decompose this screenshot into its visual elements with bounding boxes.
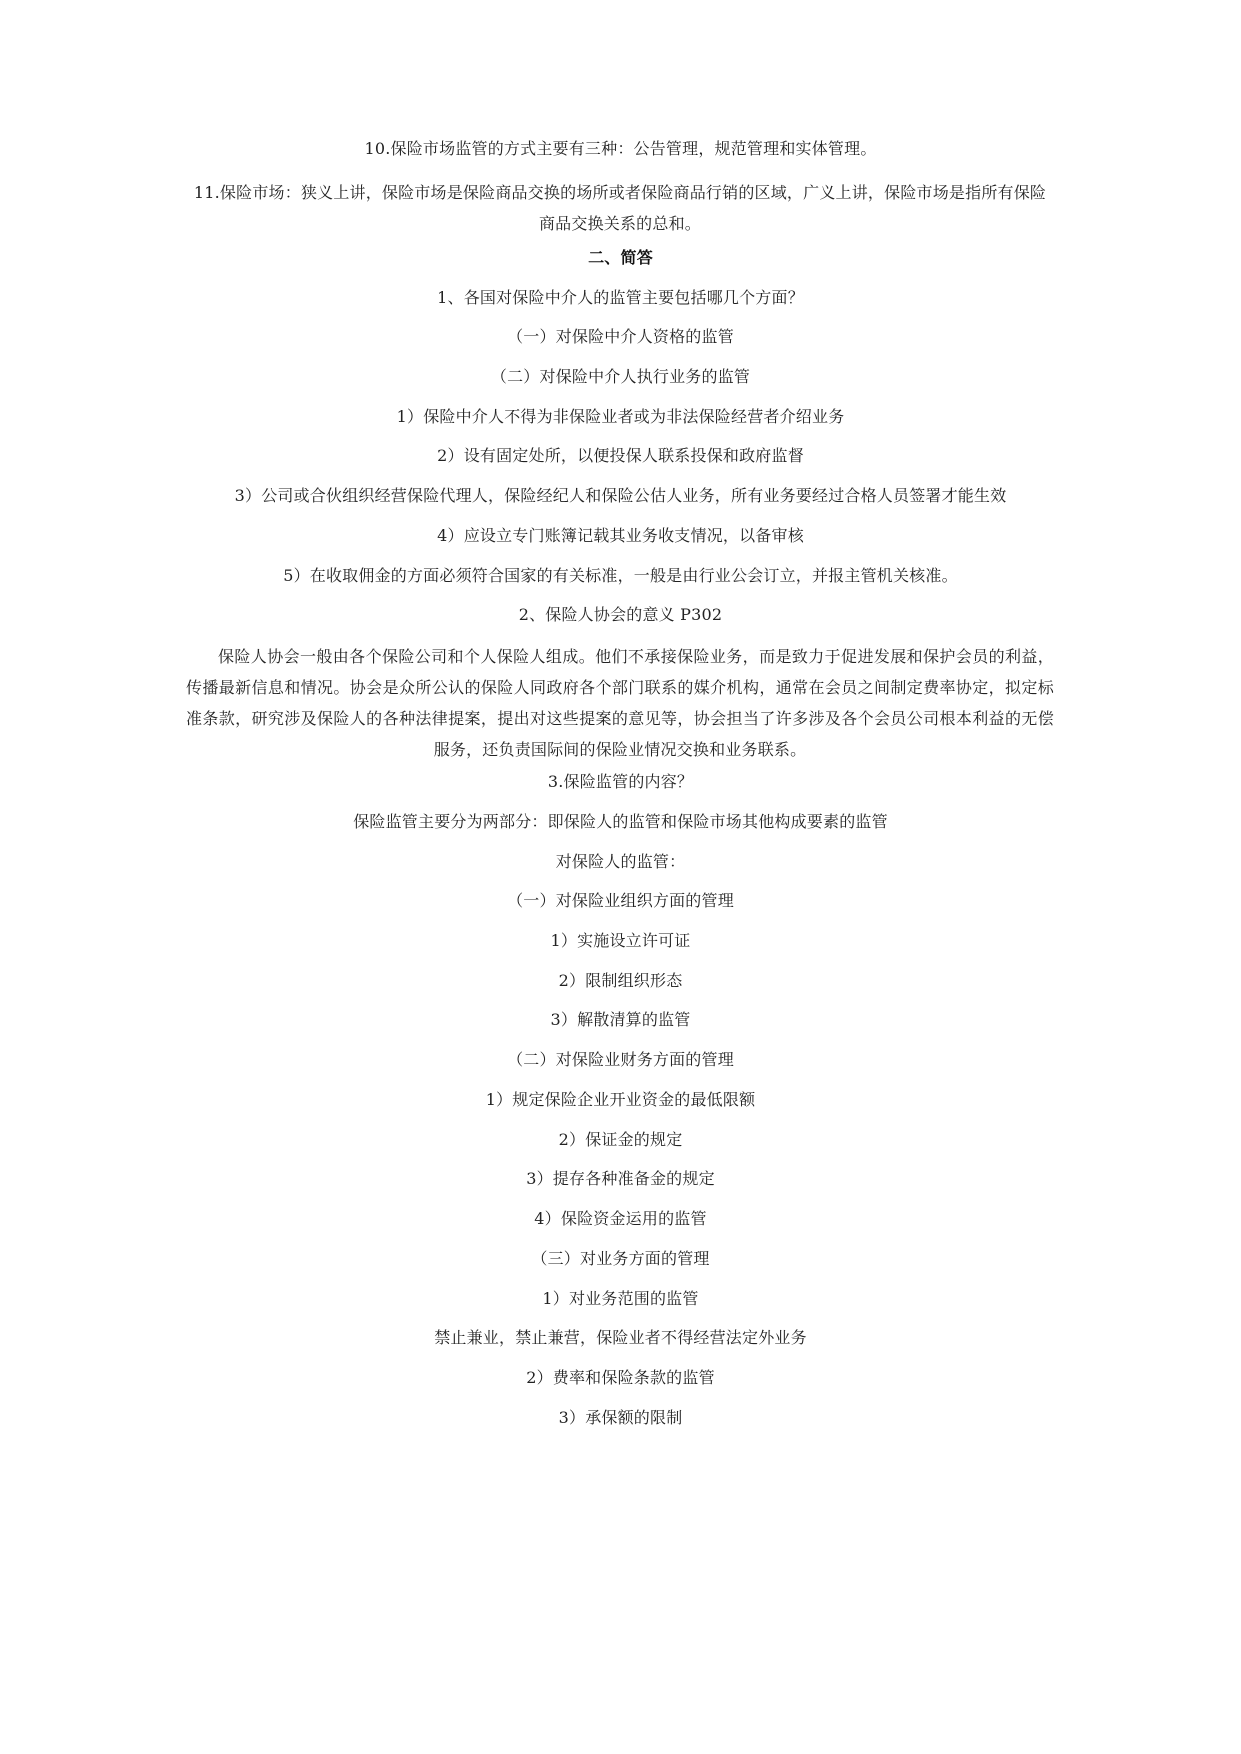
q3-item-6: 3）解散清算的监管	[550, 1010, 691, 1029]
q3-item-5: 2）限制组织形态	[558, 971, 683, 990]
q3-item-16: 3）承保额的限制	[558, 1408, 683, 1427]
q3-item-7: （二）对保险业财务方面的管理	[507, 1050, 734, 1069]
section-title: 二、简答	[588, 248, 653, 267]
q1-item-5: 3）公司或合伙组织经营保险代理人，保险经纪人和保险公估人业务，所有业务要经过合格人员签署才能生效	[234, 486, 1007, 505]
q1-question: 1、各国对保险中介人的监管主要包括哪几个方面？	[437, 288, 804, 307]
definition-11: 11.保险市场：狭义上讲，保险市场是保险商品交换的场所或者保险商品行销的区域，广义上讲，保险市场是指所有保险商品交换关系的总和。	[193, 183, 1047, 233]
q3-item-1: 保险监管主要分为两部分：即保险人的监管和保险市场其他构成要素的监管	[353, 812, 888, 831]
q3-item-13: 1）对业务范围的监管	[542, 1289, 699, 1308]
q3-item-14: 禁止兼业，禁止兼营，保险业者不得经营法定外业务	[434, 1328, 807, 1347]
q3-item-10: 3）提存各种准备金的规定	[526, 1169, 715, 1188]
definition-10: 10.保险市场监管的方式主要有三种：公告管理，规范管理和实体管理。	[364, 139, 877, 158]
q1-item-2: （二）对保险中介人执行业务的监管	[490, 367, 751, 386]
q3-item-11: 4）保险资金运用的监管	[534, 1209, 707, 1228]
q1-item-4: 2）设有固定处所，以便投保人联系投保和政府监督	[437, 446, 804, 465]
q3-item-2: 对保险人的监管：	[555, 852, 686, 871]
q1-item-3: 1）保险中介人不得为非保险业者或为非法保险经营者介绍业务	[396, 407, 845, 426]
q3-item-8: 1）规定保险企业开业资金的最低限额	[485, 1090, 756, 1109]
q3-item-9: 2）保证金的规定	[558, 1130, 683, 1149]
q2-question: 2、保险人协会的意义 P302	[518, 605, 723, 624]
q3-question: 3.保险监管的内容？	[547, 772, 694, 791]
q1-item-7: 5）在收取佣金的方面必须符合国家的有关标准，一般是由行业公会订立，并报主管机关核准。	[283, 566, 958, 585]
q1-item-1: （一）对保险中介人资格的监管	[507, 327, 734, 346]
q3-item-3: （一）对保险业组织方面的管理	[507, 891, 734, 910]
q3-item-4: 1）实施设立许可证	[550, 931, 691, 950]
q3-item-15: 2）费率和保险条款的监管	[526, 1368, 715, 1387]
q3-item-12: （三）对业务方面的管理	[531, 1249, 710, 1268]
q1-item-6: 4）应设立专门账簿记载其业务收支情况，以备审核	[437, 526, 804, 545]
q2-answer: 保险人协会一般由各个保险公司和个人保险人组成。他们不承接保险业务，而是致力于促进发展和保护会员的利益，传播最新信息和情况。协会是众所公认的保险人同政府各个部门联系的媒介机构，通常在会员之间制定费率协定，拟定标准条款，研究涉及保险人的各种法律提案，提出对这些提案的意见等，协会担当了许多涉及各个会员公司根本利益的无偿服务，还负责国际间的保险业情况交换和业务联系。	[186, 647, 1054, 759]
